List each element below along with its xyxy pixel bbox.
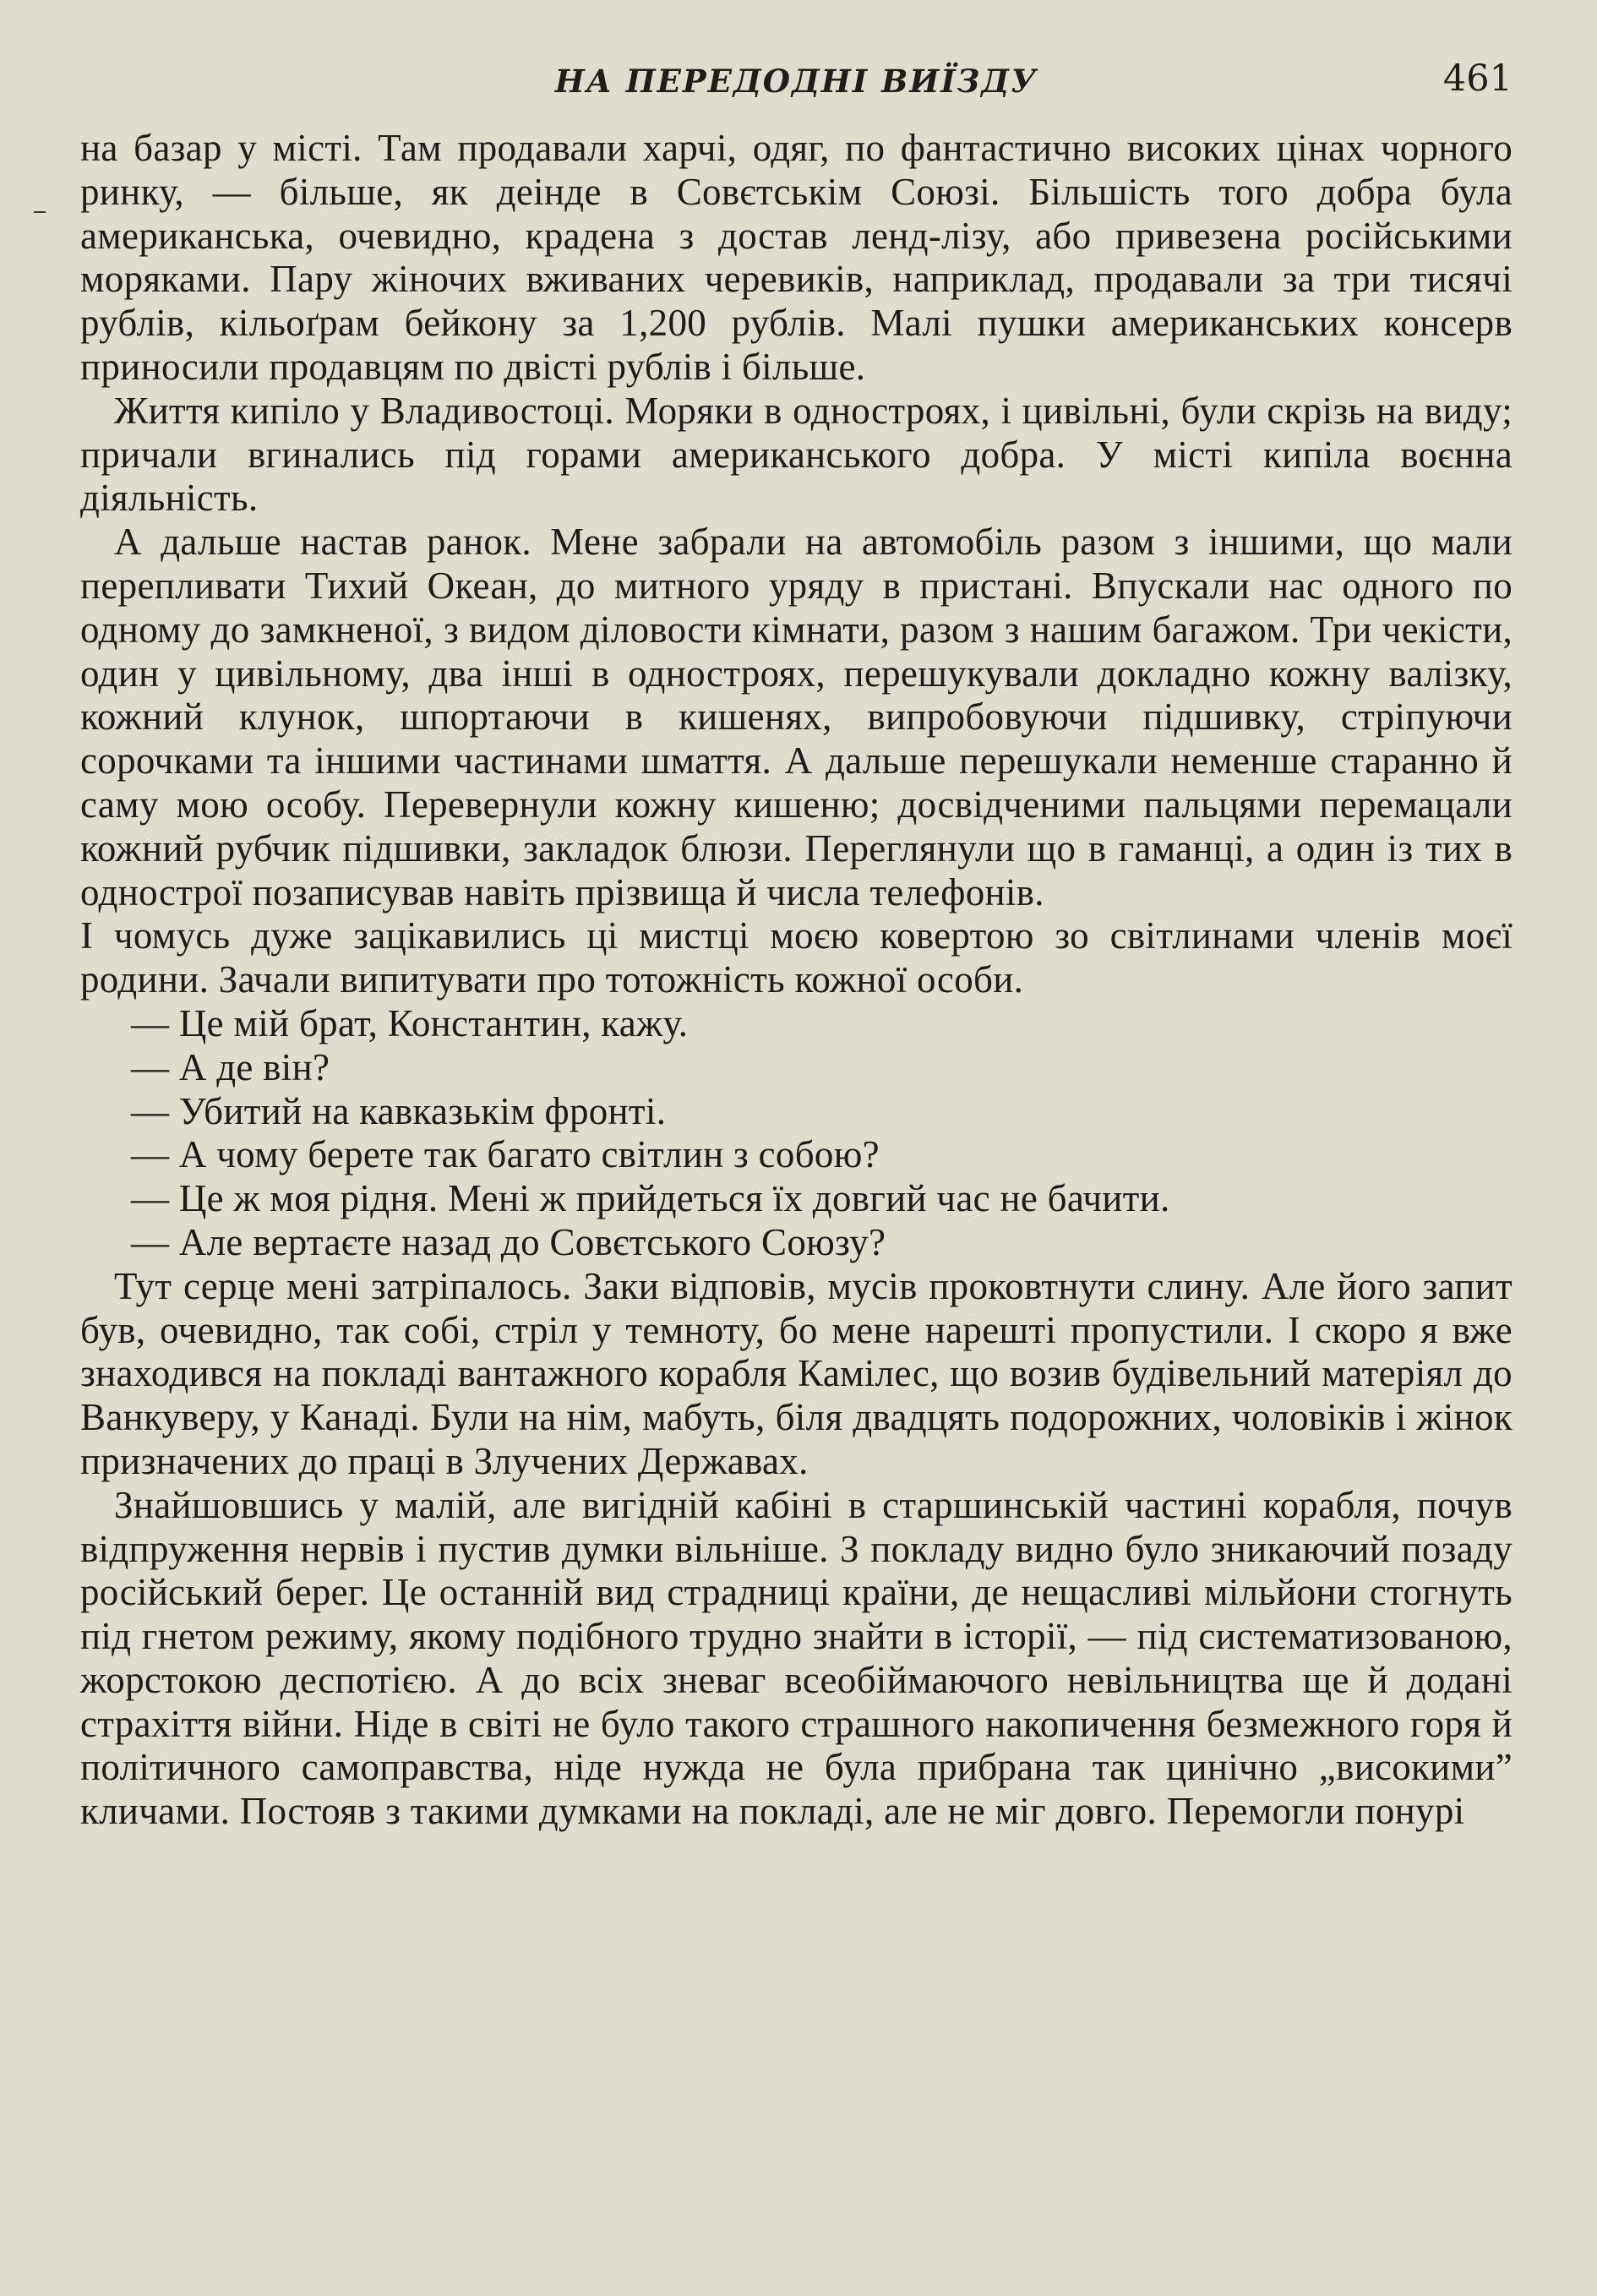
page-header [80, 56, 1513, 106]
paragraph-3: А дальше настав ранок. Мене забрали на автомобіль разом з іншими, що мали перепливати Тихий Океан, до митного уряду в пристані. Впускали нас одного по одному до замкненої, з видом діловости кімнати, разом з нашим багажом. Три чекісти, один у цивільному, два інші в одностроях, перешукували докладно кожну валізку, кожний клунок, шпортаючи в кишенях, випробовуючи підшивку, стріпуючи сорочками та іншими частинами шмаття. А дальше перешукали неменше старанно й саму мою особу. Перевернули кожну кишеню; досвідченими пальцями перемацали кожний рубчик підшивки, закладок блюзи. Переглянули що в гаманці, а один із тих в однострої позаписував навіть прізвища й числа телефонів. [80, 521, 1513, 913]
dialogue-line-2: — А де він? [131, 1045, 330, 1088]
page-number: 461 [1442, 57, 1513, 100]
dialogue-line-6: — Але вертаєте назад до Совєтського Союзу? [131, 1220, 886, 1263]
dialogue-line-1: — Це мій брат, Константин, кажу. [131, 1001, 689, 1044]
paragraph-1: на базар у місті. Там продавали харчі, одяг, по фантастично високих цінах чорного ринку, — більше, як деінде в Совєтськім Союзі. Більшість того добра була американська, очевидно, крадена з достав ленд-лізу, або привезена російськими моряками. Пару жіночих вживаних черевиків, наприклад, продавали за три тисячі рублів, кільоґрам бейкону за 1,200 рублів. Малі пушки американських консерв приносили продавцям по двісті рублів і більше. [80, 127, 1513, 388]
paragraph-2: Життя кипіло у Владивостоці. Моряки в одностроях, і цивільні, були скрізь на виду; причали вгинались під горами американського добра. У місті кипіла воєнна діяльність. [80, 389, 1513, 520]
paragraph-4: І чомусь дуже зацікавились ці мистці моєю ковертою зо світлинами членів моєї родини. Зачали випитувати про тотожність кожної особи. [80, 914, 1513, 1001]
dialogue-line-5: — Це ж моя рідня. Мені ж прийдеться їх довгий час не бачити. [131, 1177, 1170, 1220]
dialogue-line-3: — Убитий на кавказькім фронті. [131, 1089, 667, 1132]
body-text [80, 127, 1513, 1834]
paragraph-5: Тут серце мені затріпалось. Заки відповів, мусів проковтнути слину. Але його запит був, очевидно, так собі, стріл у темноту, бо мене нарешті пропустили. І скоро я вже знаходився на покладі вантажного корабля Камілес, що возив будівельний матеріял до Ванкуверу, у Канаді. Були на нім, мабуть, біля двадцять подорожних, чоловіків і жінок призначених до праці в Злучених Державах. [80, 1264, 1513, 1482]
margin-dash-mark [34, 211, 46, 213]
running-title: НА ПЕРЕДОДНІ ВИЇЗДУ [554, 63, 1038, 100]
dialogue-line-4: — А чому берете так багато світлин з собою? [131, 1133, 880, 1176]
paragraph-6: Знайшовшись у малій, але вигідній кабіні в старшинській частині корабля, почув відпруження нервів і пустив думки вільніше. З покладу видно було зникаючий позаду російський берег. Це останній вид страдниці країни, де нещасливі мільйони стогнуть під гнетом режиму, якому подібного трудно знайти в історії, — під систематизованою, жорстокою деспотією. А до всіх зневаг всеобіймаючого невільництва ще й додані страхіття війни. Ніде в світі не було такого страшного накопичення безмежного горя й політичного самоправства, ніде нужда не була прибрана так цинічно „високими” кличами. Постояв з такими думками на покладі, але не міг довго. Перемогли понурі [80, 1483, 1513, 1833]
